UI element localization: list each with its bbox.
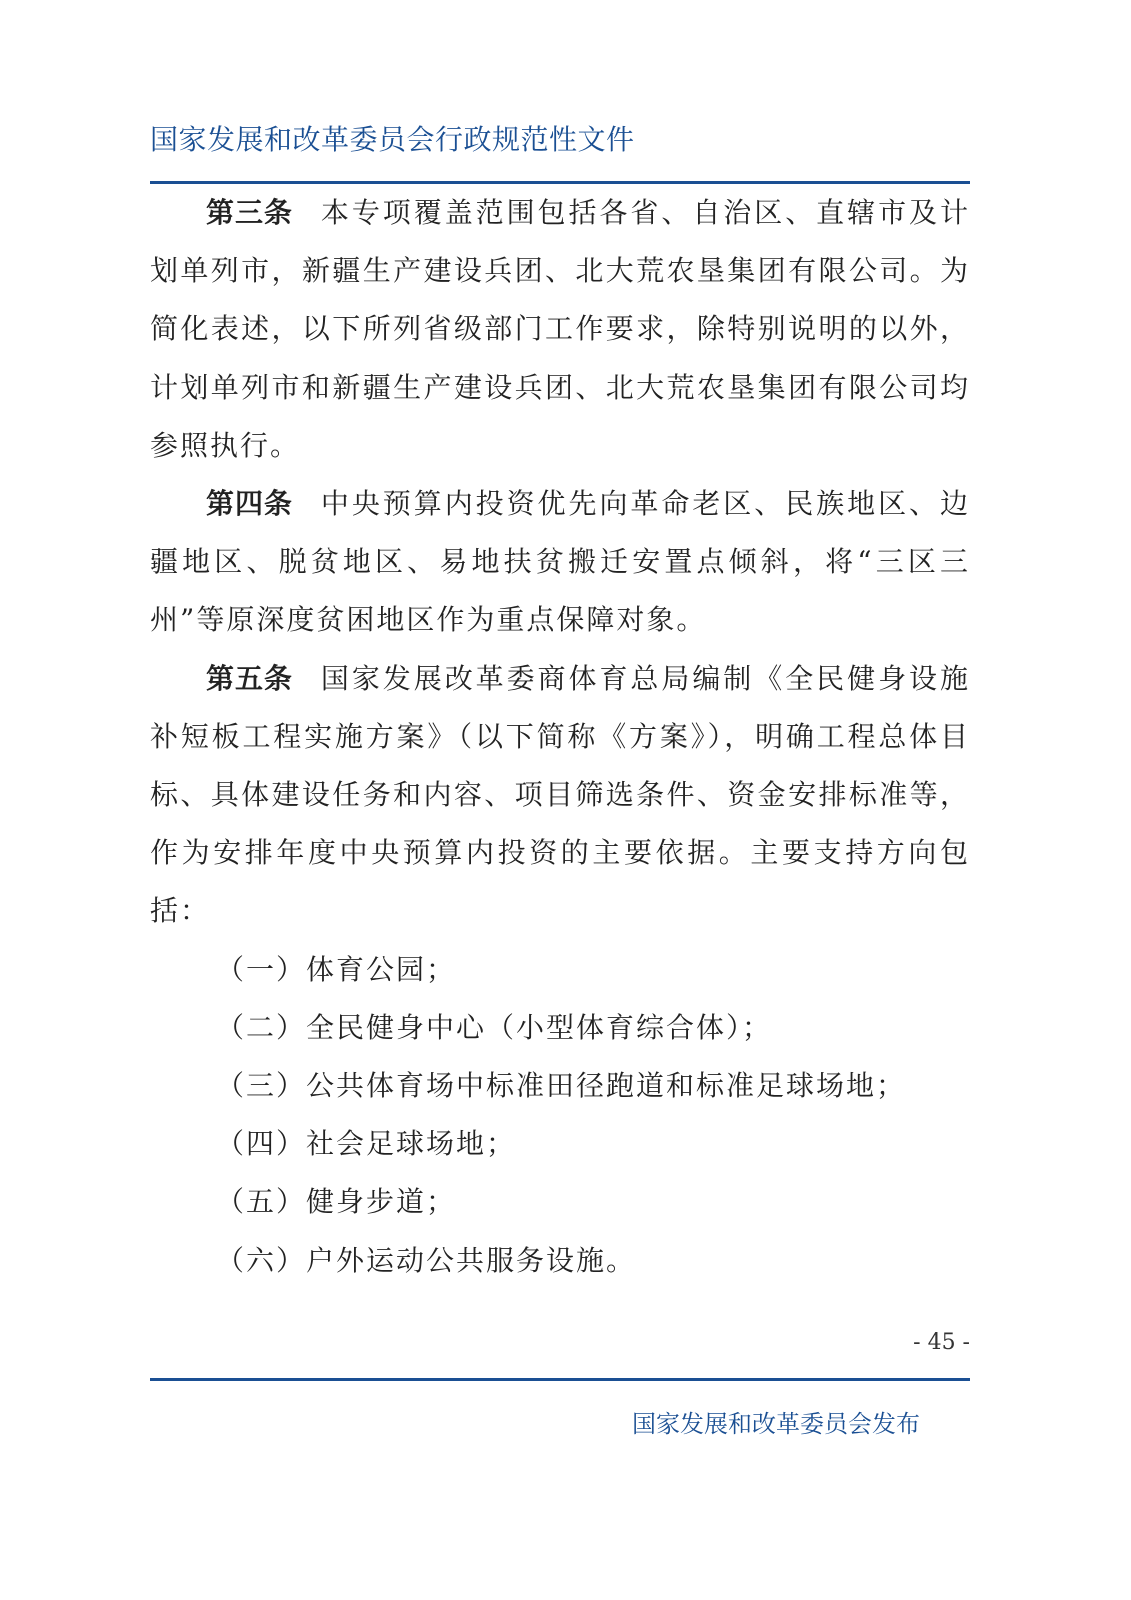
article-3-label: 第三条 <box>206 196 293 229</box>
article-5 <box>150 650 970 941</box>
footer-publisher: 国家发展和改革委员会发布 <box>632 1410 920 1438</box>
article-4-text: 中央预算内投资优先向革命老区、民族地区、边疆地区、脱贫地区、易地扶贫搬迁安置点倾斜，将“三区三州”等原深度贫困地区作为重点保障对象。 <box>150 487 970 637</box>
article-3-text: 本专项覆盖范围包括各省、自治区、直辖市及计划单列市，新疆生产建设兵团、北大荒农垦集团有限公司。为简化表述，以下所列省级部门工作要求，除特别说明的以外，计划单列市和新疆生产建设兵团、北大荒农垦集团有限公司均参照执行。 <box>150 196 970 462</box>
list-item: （二）全民健身中心（小型体育综合体）； <box>216 1010 773 1044</box>
article-4 <box>150 475 970 650</box>
article-5-text: 国家发展改革委商体育总局编制《全民健身设施补短板工程实施方案》（以下简称《方案》），明确工程总体目标、具体建设任务和内容、项目筛选条件、资金安排标准等，作为安排年度中央预算内投资的主要依据。主要支持方向包括： <box>150 661 970 928</box>
list-item: （三）公共体育场中标准田径跑道和标准足球场地； <box>216 1069 907 1103</box>
page-number: - 45 - <box>913 1330 970 1355</box>
list-item: （五）健身步道； <box>216 1185 457 1219</box>
list-item: （四）社会足球场地； <box>216 1127 517 1161</box>
document-header-title: 国家发展和改革委员会行政规范性文件 <box>150 123 635 156</box>
document-body <box>150 184 970 1290</box>
article-4-label: 第四条 <box>206 487 293 521</box>
footer-rule <box>150 1378 970 1381</box>
list-item: （一）体育公园； <box>216 952 457 986</box>
list-item: （六）户外运动公共服务设施。 <box>216 1243 637 1277</box>
article-3 <box>150 184 970 475</box>
article-5-label: 第五条 <box>206 661 293 695</box>
